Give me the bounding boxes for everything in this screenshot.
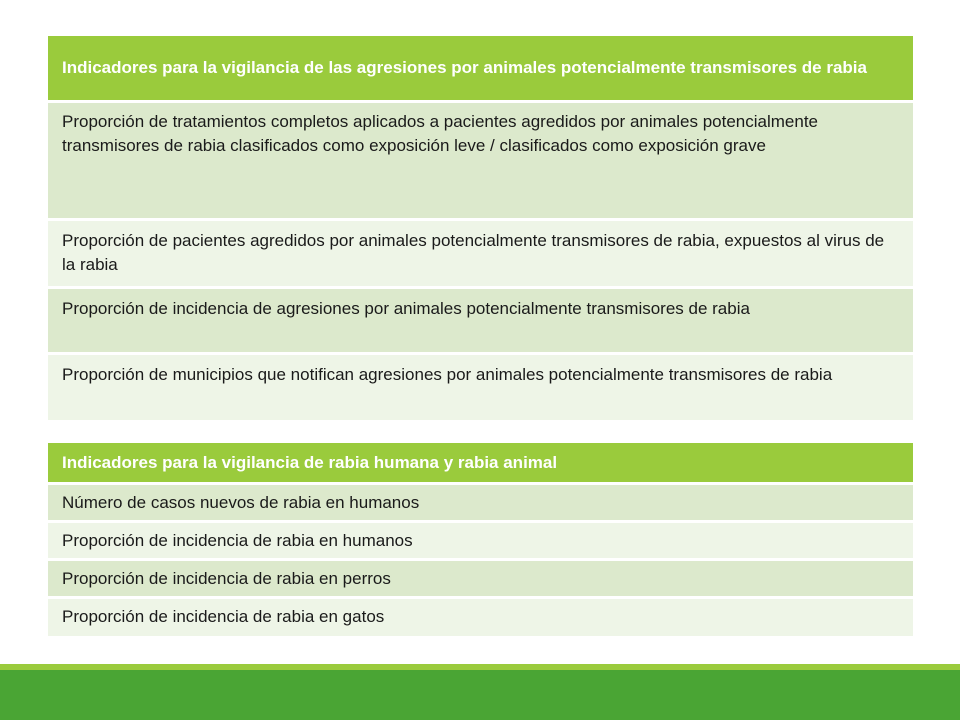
table-header-row [48,443,913,484]
table-row [48,354,913,420]
table-header-row [48,36,913,102]
table-row [48,522,913,560]
indicator-cell: Proporción de incidencia de rabia en perros [48,560,913,598]
footer-band [0,670,960,720]
rabies-aggression-indicators-table [48,36,913,420]
indicator-cell: Proporción de incidencia de agresiones por animales potencialmente transmisores de rabia [48,288,913,354]
table-row [48,560,913,598]
table-header: Indicadores para la vigilancia de las agresiones por animales potencialmente transmisores de rabia [48,36,913,102]
table-row [48,484,913,522]
table-row [48,598,913,636]
human-animal-rabies-indicators-table [48,443,913,636]
table-header: Indicadores para la vigilancia de rabia humana y rabia animal [48,443,913,484]
indicator-cell: Proporción de incidencia de rabia en humanos [48,522,913,560]
indicator-cell: Proporción de tratamientos completos aplicados a pacientes agredidos por animales potencialmente transmisores de rabia clasificados como exposición leve / clasificados como exposición grave [48,102,913,220]
indicator-cell: Proporción de municipios que notifican agresiones por animales potencialmente transmisores de rabia [48,354,913,420]
table-row [48,102,913,220]
indicator-cell: Proporción de incidencia de rabia en gatos [48,598,913,636]
table-row [48,220,913,288]
table-row [48,288,913,354]
indicator-cell: Proporción de pacientes agredidos por animales potencialmente transmisores de rabia, expuestos al virus de la rabia [48,220,913,288]
indicator-cell: Número de casos nuevos de rabia en humanos [48,484,913,522]
